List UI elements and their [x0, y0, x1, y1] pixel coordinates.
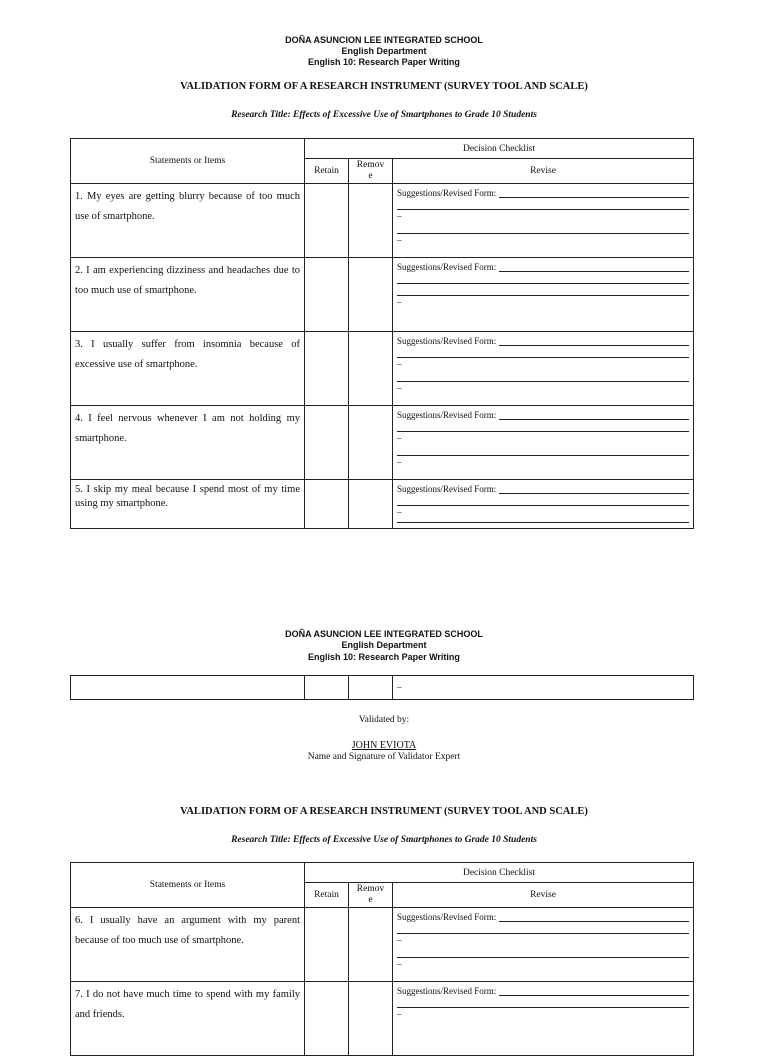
statement-item-4: 4. I feel nervous whenever I am not holding my smartphone.: [71, 406, 305, 480]
suggestion-label: Suggestions/Revised Form:: [397, 262, 497, 272]
retain-checkbox-7[interactable]: [305, 982, 349, 1056]
table-row: [71, 258, 694, 332]
suggestion-label: Suggestions/Revised Form:: [397, 336, 497, 346]
table-row: [71, 184, 694, 258]
remove-header-line1: Remov: [356, 884, 385, 894]
dash: –: [397, 297, 402, 307]
statement-item-5: 5. I skip my meal because I spend most of my time using my smartphone.: [71, 480, 305, 529]
school-name: DOÑA ASUNCION LEE INTEGRATED SCHOOL: [285, 629, 483, 639]
revise-cell-6[interactable]: [393, 908, 694, 982]
remove-header: [349, 159, 393, 184]
remove-checkbox-6[interactable]: [349, 908, 393, 982]
remove-header-line1: Remov: [356, 160, 385, 170]
dash: –: [397, 959, 402, 969]
form-title-2: VALIDATION FORM OF A RESEARCH INSTRUMENT (SURVEY TOOL AND SCALE): [180, 806, 588, 817]
suggestion-label: Suggestions/Revised Form:: [397, 986, 497, 996]
validator-name: [0, 740, 768, 751]
remove-header-line2: e: [368, 171, 373, 181]
decision-checklist-header: Decision Checklist: [305, 863, 694, 883]
statements-header: Statements or Items: [71, 139, 305, 184]
revise-cell-4[interactable]: [393, 406, 694, 480]
validation-table-1: [70, 138, 694, 529]
table-row: [71, 480, 694, 529]
suggestion-label: Suggestions/Revised Form:: [397, 912, 497, 922]
remove-header: [349, 883, 393, 908]
revise-cell-3[interactable]: [393, 332, 694, 406]
dash: –: [397, 235, 402, 245]
remove-checkbox-3[interactable]: [349, 332, 393, 406]
dash: –: [397, 507, 402, 517]
dash: –: [397, 211, 402, 221]
continuation-statement: [71, 676, 305, 700]
table-row: [71, 406, 694, 480]
suggestion-label: Suggestions/Revised Form:: [397, 188, 497, 198]
retain-header: Retain: [305, 883, 349, 908]
dash: –: [397, 935, 402, 945]
table-row: [71, 676, 694, 700]
dash: –: [397, 682, 402, 692]
dash: –: [397, 1009, 402, 1019]
dash: –: [397, 433, 402, 443]
suggestion-label: Suggestions/Revised Form:: [397, 410, 497, 420]
statement-item-2: 2. I am experiencing dizziness and headaches due to too much use of smartphone.: [71, 258, 305, 332]
dash: –: [397, 359, 402, 369]
revise-header: Revise: [393, 159, 694, 184]
department-name: English Department: [341, 46, 427, 56]
revise-cell-5[interactable]: [393, 480, 694, 529]
dash: –: [397, 383, 402, 393]
department-name: English Department: [341, 640, 427, 650]
remove-checkbox-5[interactable]: [349, 480, 393, 529]
course-name: English 10: Research Paper Writing: [308, 57, 460, 67]
retain-checkbox-4[interactable]: [305, 406, 349, 480]
revise-cell-2[interactable]: [393, 258, 694, 332]
research-title-2: Research Title: Effects of Excessive Use of Smartphones to Grade 10 Students: [231, 835, 537, 845]
table-row: [71, 982, 694, 1056]
remove-header-line2: e: [368, 895, 373, 905]
statement-item-6: 6. I usually have an argument with my parent because of too much use of smartphone.: [71, 908, 305, 982]
continuation-remove[interactable]: [349, 676, 393, 700]
statement-item-7: 7. I do not have much time to spend with my family and friends.: [71, 982, 305, 1056]
form-title: VALIDATION FORM OF A RESEARCH INSTRUMENT (SURVEY TOOL AND SCALE): [180, 81, 588, 92]
remove-checkbox-1[interactable]: [349, 184, 393, 258]
continuation-retain[interactable]: [305, 676, 349, 700]
statement-item-1: 1. My eyes are getting blurry because of too much use of smartphone.: [71, 184, 305, 258]
continuation-revise[interactable]: [393, 676, 694, 700]
dash: –: [397, 457, 402, 467]
validator-caption: Name and Signature of Validator Expert: [307, 752, 461, 762]
validated-by-label: Validated by:: [358, 715, 410, 725]
remove-checkbox-2[interactable]: [349, 258, 393, 332]
school-name: DOÑA ASUNCION LEE INTEGRATED SCHOOL: [285, 35, 483, 45]
remove-checkbox-7[interactable]: [349, 982, 393, 1056]
retain-header: Retain: [305, 159, 349, 184]
research-title: Research Title: Effects of Excessive Use of Smartphones to Grade 10 Students: [231, 110, 537, 120]
revise-header: Revise: [393, 883, 694, 908]
table-row: [71, 332, 694, 406]
revise-cell-7[interactable]: [393, 982, 694, 1056]
decision-checklist-header: Decision Checklist: [305, 139, 694, 159]
retain-checkbox-6[interactable]: [305, 908, 349, 982]
retain-checkbox-2[interactable]: [305, 258, 349, 332]
remove-checkbox-4[interactable]: [349, 406, 393, 480]
revise-cell-1[interactable]: [393, 184, 694, 258]
statement-item-3: 3. I usually suffer from insomnia because of excessive use of smartphone.: [71, 332, 305, 406]
continuation-table: [70, 675, 694, 700]
table-row: [71, 908, 694, 982]
validation-table-2: [70, 862, 694, 1056]
retain-checkbox-5[interactable]: [305, 480, 349, 529]
course-name: English 10: Research Paper Writing: [308, 652, 460, 662]
statements-header: Statements or Items: [71, 863, 305, 908]
suggestion-label: Suggestions/Revised Form:: [397, 484, 497, 494]
retain-checkbox-1[interactable]: [305, 184, 349, 258]
retain-checkbox-3[interactable]: [305, 332, 349, 406]
validator-name-text: JOHN EVIOTA: [351, 740, 417, 751]
